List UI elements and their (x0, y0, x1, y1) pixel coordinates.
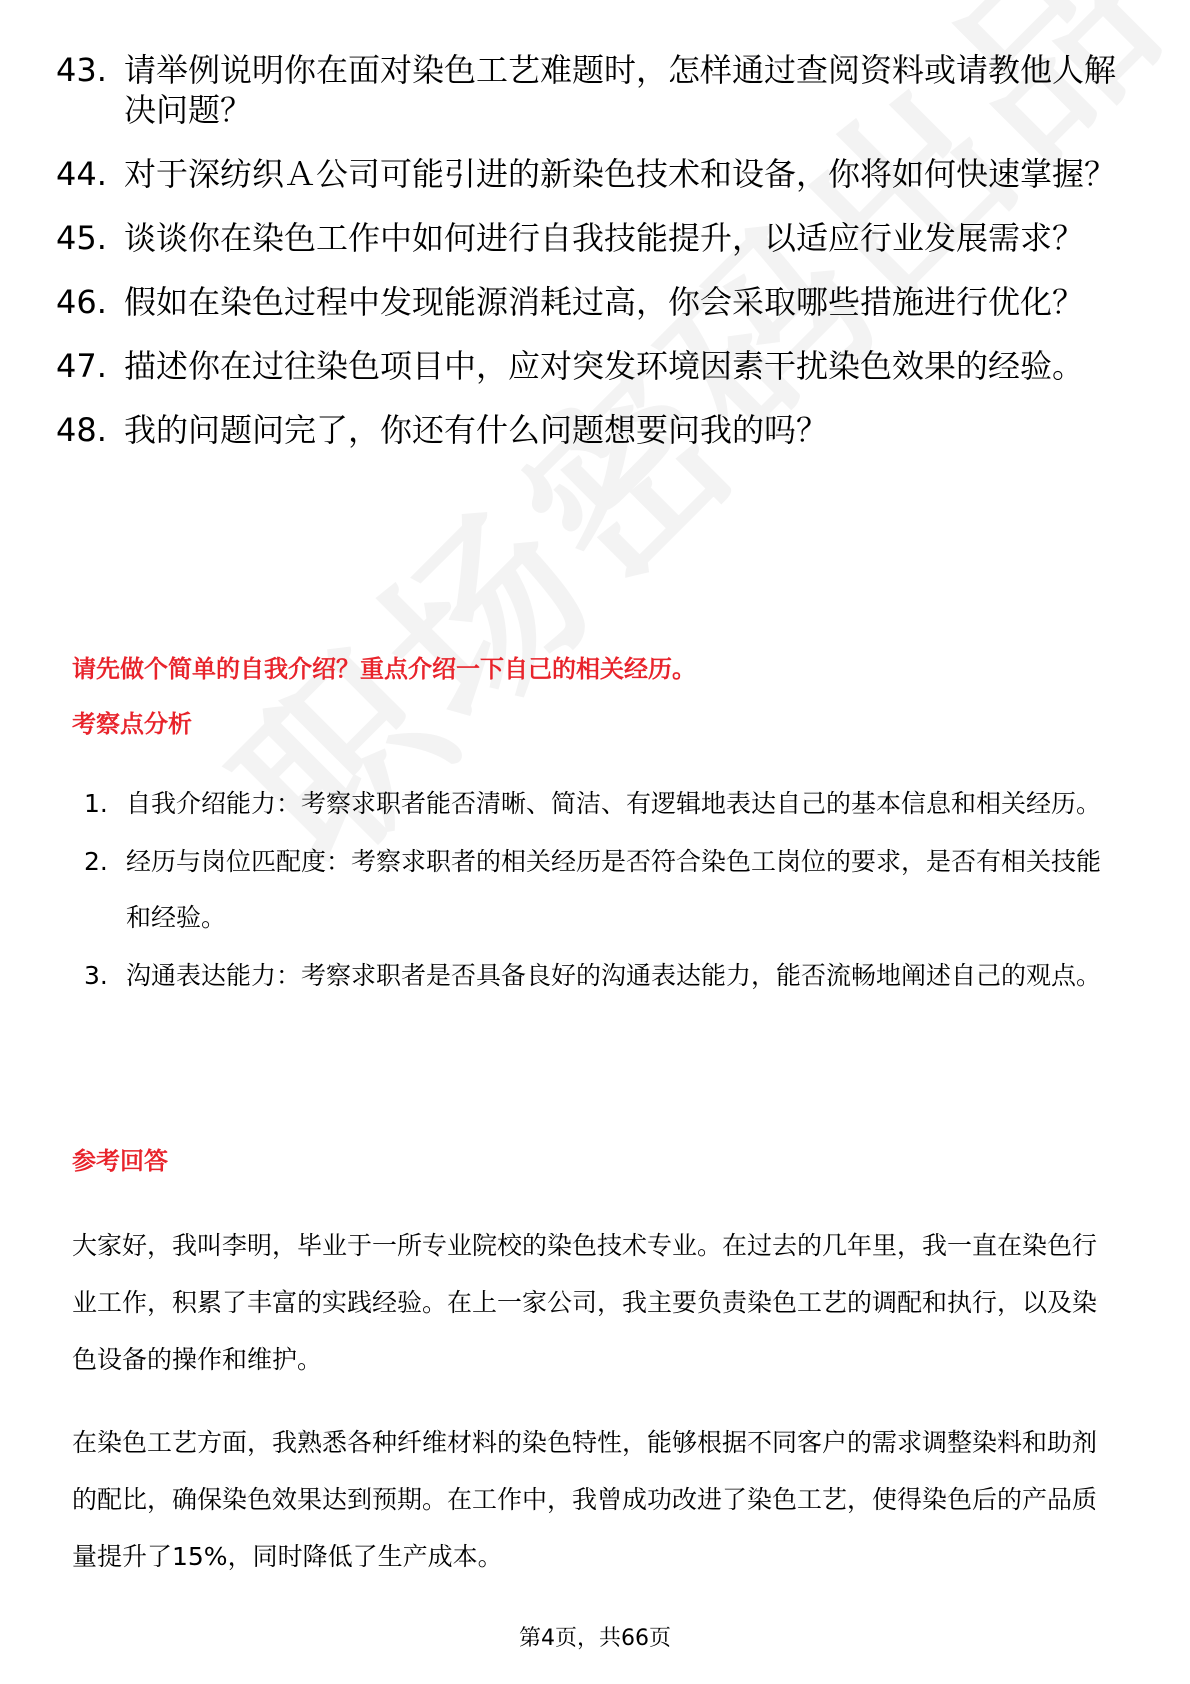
analysis-text: 自我介绍能力：考察求职者能否清晰、简洁、有逻辑地表达自己的基本信息和相关经历。 (126, 789, 1102, 818)
question-number: 43. (56, 51, 107, 89)
question-number: 46. (56, 283, 107, 321)
question-text: 我的问题问完了，你还有什么问题想要问我的吗？ (124, 411, 829, 449)
page-footer: 第4页，共66页 (519, 1626, 671, 1651)
list-item (56, 50, 1126, 130)
analysis-number: 1. (84, 789, 108, 818)
list-item (84, 834, 1114, 946)
list-item (56, 346, 1126, 386)
analysis-number: 3. (84, 961, 108, 990)
list-item (84, 776, 1114, 832)
question-title: 请先做个简单的自我介绍？重点介绍一下自己的相关经历。 (72, 655, 696, 683)
list-item (56, 282, 1126, 322)
analysis-number: 2. (84, 847, 108, 876)
answer-heading: 参考回答 (72, 1147, 168, 1175)
question-text: 请举例说明你在面对染色工艺难题时，怎样通过查阅资料或请教他人解决问题？ (124, 51, 1117, 129)
question-text: 对于深纺织Ａ公司可能引进的新染色技术和设备，你将如何快速掌握？ (124, 155, 1117, 193)
analysis-heading: 考察点分析 (72, 710, 192, 738)
analysis-text: 经历与岗位匹配度：考察求职者的相关经历是否符合染色工岗位的要求，是否有相关技能和经验。 (126, 847, 1102, 932)
question-text: 假如在染色过程中发现能源消耗过高，你会采取哪些措施进行优化？ (124, 283, 1085, 321)
list-item (56, 154, 1126, 194)
answer-paragraph: 在染色工艺方面，我熟悉各种纤维材料的染色特性，能够根据不同客户的需求调整染料和助剂的配比，确保染色效果达到预期。在工作中，我曾成功改进了染色工艺，使得染色后的产品质量提升了15%，同时降低了生产成本。 (72, 1428, 1098, 1571)
list-item (56, 410, 1126, 450)
list-item (56, 218, 1126, 258)
question-number: 44. (56, 155, 107, 193)
question-number: 47. (56, 347, 107, 385)
analysis-text: 沟通表达能力：考察求职者是否具备良好的沟通表达能力，能否流畅地阐述自己的观点。 (126, 961, 1102, 990)
list-item (84, 948, 1114, 1004)
question-number: 45. (56, 219, 107, 257)
question-list (56, 50, 1126, 474)
question-text: 描述你在过往染色项目中，应对突发环境因素干扰染色效果的经验。 (124, 347, 1085, 385)
analysis-list (84, 776, 1114, 1006)
answer-paragraph: 大家好，我叫李明，毕业于一所专业院校的染色技术专业。在过去的几年里，我一直在染色行业工作，积累了丰富的实践经验。在上一家公司，我主要负责染色工艺的调配和执行，以及染色设备的操作和维护。 (72, 1231, 1098, 1374)
question-text: 谈谈你在染色工作中如何进行自我技能提升，以适应行业发展需求？ (124, 219, 1085, 257)
question-number: 48. (56, 411, 107, 449)
